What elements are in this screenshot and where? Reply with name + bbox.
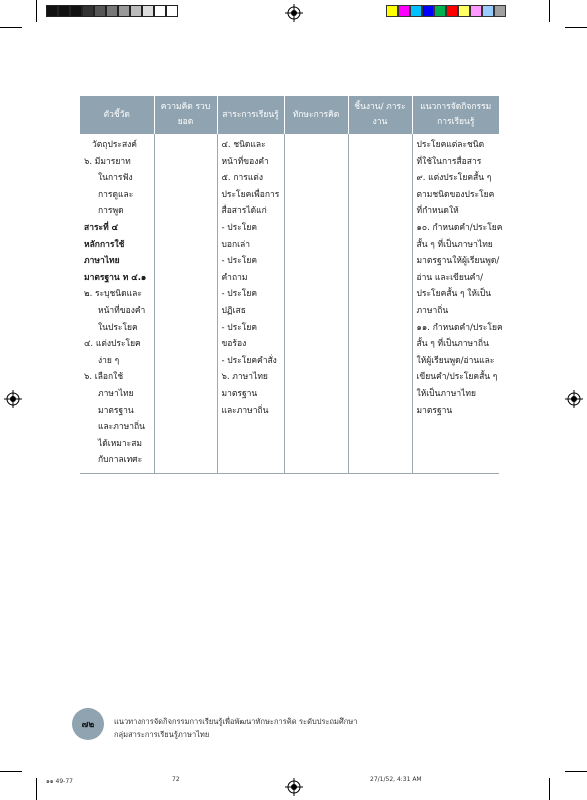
header-indicator: ตัวชี้วัด [80,96,154,134]
cell-line: ประโยคสั้น ๆ ให้เป็น [416,289,492,300]
gray-swatch [106,5,118,17]
crop-mark [0,771,22,772]
cell-activity [412,134,503,473]
color-swatch [482,5,494,17]
cell-line: มาตรฐาน [416,405,453,416]
cell-line: การพูด [98,206,124,217]
cell-line: ตามชนิดของประโยค [416,189,495,200]
cell-line: ที่ใช้ในการสื่อสาร [416,156,482,167]
color-swatch [458,5,470,17]
cell-line: สั้น ๆ ที่เป็นภาษาไทย [416,239,493,250]
cell-line: ๔. แต่งประโยค [84,339,141,350]
cell-line: มาตรฐาน ท ๔.๑ [84,272,147,283]
cell-line: ๔. ชนิดและ [221,140,266,150]
gray-swatch [130,5,142,17]
cell-line: ขอร้อง [221,339,247,350]
cell-line: ปฏิเสธ [221,305,246,316]
table-row [80,134,499,473]
cmyk-color-bar [386,5,506,17]
cell-line: ในประโยค [98,322,138,333]
header-thinking-skill: ทักษะการคิด [284,96,348,134]
header-concept: ความคิด รวบยอด [154,96,217,134]
cell-line: ประโยคเพื่อการ [221,189,280,200]
gray-swatch [46,5,58,17]
cell-concept [154,134,217,473]
color-swatch [494,5,506,17]
cell-line: ๖. มีมารยาท [84,156,131,167]
header-content: สาระการเรียนรู้ [217,96,284,134]
slug-file-name: ๑๑ 49-77 [46,778,73,785]
gray-swatch [82,5,94,17]
cell-line: ให้เป็นภาษาไทย [416,388,476,399]
color-swatch [398,5,410,17]
cell-line: วัตถุประสงค์ [92,140,137,150]
color-swatch [410,5,422,17]
registration-mark-icon [4,390,22,408]
cell-line: ง่าย ๆ [98,355,120,366]
table-header-row [80,96,499,134]
crop-mark [565,27,587,28]
crop-mark [0,27,22,28]
cell-line: - ประโยค [221,289,258,300]
cell-line: - ประโยค [221,322,258,333]
cell-line: หน้าที่ของคำ [98,305,146,316]
crop-mark [36,778,37,800]
cell-line: กับกาลเทศะ [98,455,143,466]
gray-swatch [94,5,106,17]
crop-mark [565,771,587,772]
cell-line: หน้าที่ของคำ [221,156,269,167]
header-task: ชิ้นงาน/ ภาระงาน [348,96,412,134]
cell-line: ๑๐. กำหนดคำ/ประโยค [416,222,503,233]
cell-line: อ่าน และเขียนคำ/ [416,272,483,283]
header-activity: แนวการจัดกิจกรรม การเรียนรู้ [412,96,499,134]
cell-task [348,134,412,473]
cell-line: - ประโยค [221,256,258,267]
cell-line: - ประโยคคำสั่ง [221,355,277,366]
cell-line: คำถาม [221,272,248,283]
cell-line: สาระที่ ๔ [84,222,119,233]
page-number-badge: ๗๒ [72,708,104,740]
registration-mark-icon [285,4,303,22]
gray-swatch [142,5,154,17]
gray-swatch [118,5,130,17]
cell-line: ให้ผู้เรียนพูด/อ่านและ [416,355,495,366]
cell-line: ๑๑. กำหนดคำ/ประโยค [416,322,503,333]
cell-line: สั้น ๆ ที่เป็นภาษาถิ่น [416,339,489,350]
cell-thinking-skill [284,134,348,473]
crop-mark [549,0,550,22]
cell-line: ภาษาไทย [84,256,120,267]
gray-swatch [154,5,166,17]
color-swatch [422,5,434,17]
cell-line: - ประโยค [221,222,258,233]
crop-mark [549,778,550,800]
cell-line: ๒. ระบุชนิดและ [84,289,142,300]
color-swatch [446,5,458,17]
cell-line: มาตรฐาน [98,405,134,416]
gray-swatch [70,5,82,17]
color-swatch [470,5,482,17]
registration-mark-icon [565,390,583,408]
cell-line: ได้เหมาะสม [98,438,143,449]
cell-line: ประโยคแต่ละชนิด [416,140,485,150]
cell-line: และภาษาถิ่น [221,405,269,416]
curriculum-table [80,96,503,474]
grayscale-color-bar [46,5,178,17]
cell-line: ในการฟัง [98,173,133,184]
cell-line: เขียนคำ/ประโยคสั้น ๆ [416,372,498,383]
cell-line: ที่กำหนดให้ [416,206,459,217]
cell-line: หลักการใช้ [84,239,125,250]
cell-line: บอกเล่า [221,239,251,250]
cell-line: สื่อสารได้แก่ [221,206,267,217]
color-swatch [386,5,398,17]
color-swatch [434,5,446,17]
cell-line: ภาษาถิ่น [416,305,449,316]
cell-line: ๖. ภาษาไทย [221,372,268,383]
registration-mark-icon [285,778,303,796]
crop-mark [36,0,37,22]
cell-line: ๕. การแต่ง [221,173,263,184]
cell-content [217,134,284,473]
cell-line: ภาษาไทย [98,388,134,399]
slug-page: 72 [172,776,180,783]
cell-line: ๙. แต่งประโยคสั้น ๆ [416,173,492,184]
cell-line: และภาษาถิ่น [98,422,145,433]
slug-timestamp: 27/1/52, 4:31 AM [370,776,422,783]
cell-line: การดูและ [98,189,134,200]
cell-indicator [80,134,154,473]
footer-subject: กลุ่มสาระการเรียนรู้ภาษาไทย [114,730,210,739]
cell-line: ๖. เลือกใช้ [84,372,124,383]
cell-line: มาตรฐาน [221,388,258,399]
gray-swatch [58,5,70,17]
cell-line: มาตรฐานให้ผู้เรียนพูด/ [416,256,500,267]
gray-swatch [166,5,178,17]
footer-book-title: แนวทางการจัดกิจกรรมการเรียนรู้เพื่อพัฒนาทักษะการคิด ระดับประถมศึกษา [114,717,358,726]
